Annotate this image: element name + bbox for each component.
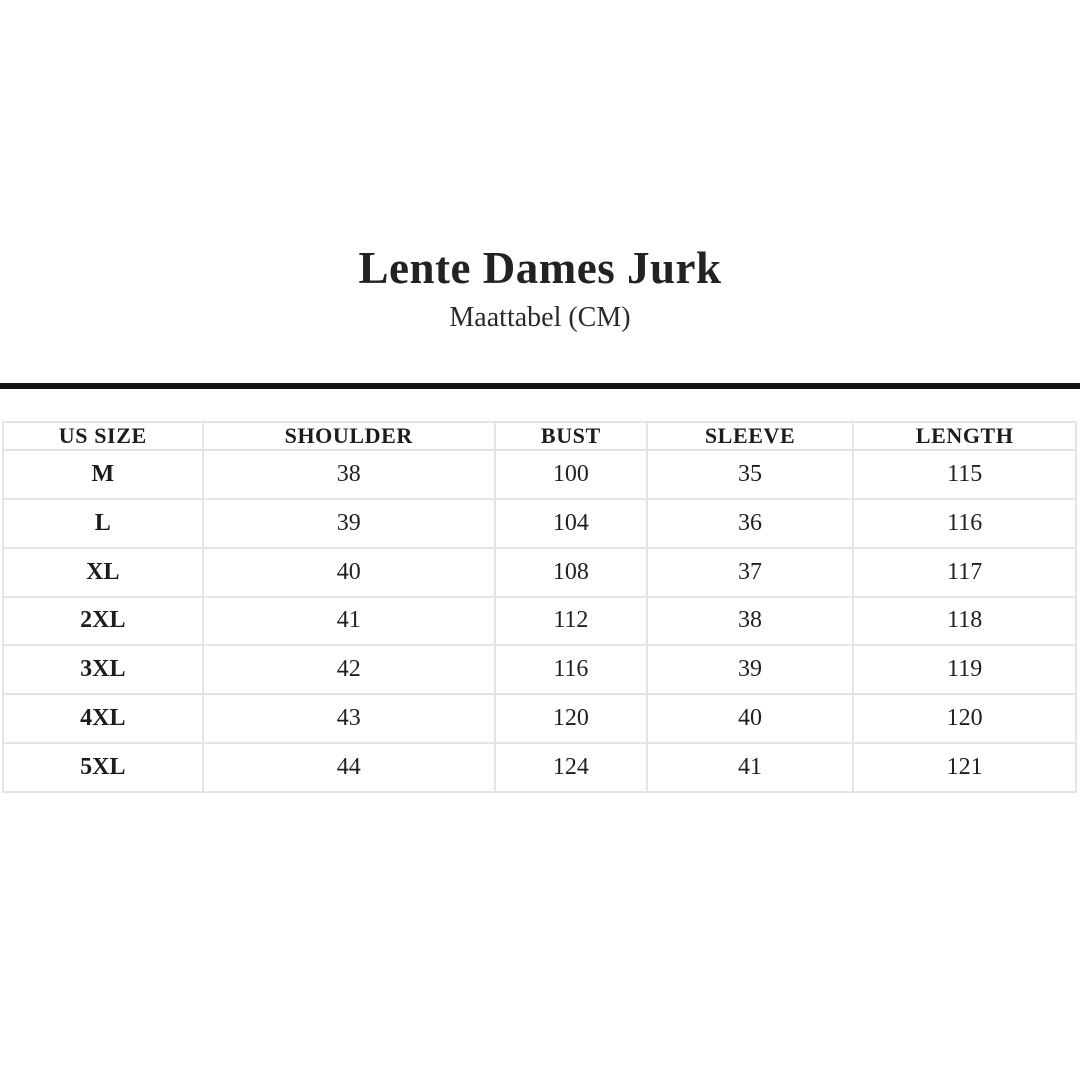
table-row [3,548,1076,597]
table-row [3,743,1076,792]
measurement-value: 37 [647,548,854,597]
size-label: M [3,450,203,499]
measurement-value: 41 [203,597,495,646]
size-label: L [3,499,203,548]
measurement-value: 39 [203,499,495,548]
measurement-value: 100 [495,450,647,499]
measurement-value: 120 [495,694,647,743]
size-label: 4XL [3,694,203,743]
measurement-value: 112 [495,597,647,646]
size-label: XL [3,548,203,597]
measurement-value: 104 [495,499,647,548]
table-row [3,645,1076,694]
divider-rule [0,383,1080,389]
measurement-value: 43 [203,694,495,743]
measurement-value: 116 [495,645,647,694]
measurement-value: 44 [203,743,495,792]
measurement-value: 118 [853,597,1076,646]
column-header-bust: BUST [495,422,647,450]
measurement-value: 38 [647,597,854,646]
measurement-value: 40 [203,548,495,597]
table-body [3,450,1076,792]
page-subtitle: Maattabel (CM) [449,302,631,333]
column-header-us-size: US SIZE [3,422,203,450]
column-header-shoulder: SHOULDER [203,422,495,450]
column-header-sleeve: SLEEVE [647,422,854,450]
header-block [0,243,1080,335]
measurement-value: 121 [853,743,1076,792]
measurement-value: 124 [495,743,647,792]
table-row [3,597,1076,646]
measurement-value: 120 [853,694,1076,743]
measurement-value: 42 [203,645,495,694]
size-label: 5XL [3,743,203,792]
measurement-value: 36 [647,499,854,548]
table-row [3,499,1076,548]
size-label: 2XL [3,597,203,646]
measurement-value: 116 [853,499,1076,548]
measurement-value: 115 [853,450,1076,499]
table-row [3,694,1076,743]
column-header-length: LENGTH [853,422,1076,450]
size-table [2,421,1077,793]
measurement-value: 41 [647,743,854,792]
measurement-value: 119 [853,645,1076,694]
measurement-value: 40 [647,694,854,743]
page-title: Lente Dames Jurk [358,243,722,293]
table-row [3,450,1076,499]
measurement-value: 117 [853,548,1076,597]
measurement-value: 35 [647,450,854,499]
measurement-value: 38 [203,450,495,499]
table-header-row [3,422,1076,450]
measurement-value: 39 [647,645,854,694]
measurement-value: 108 [495,548,647,597]
size-label: 3XL [3,645,203,694]
